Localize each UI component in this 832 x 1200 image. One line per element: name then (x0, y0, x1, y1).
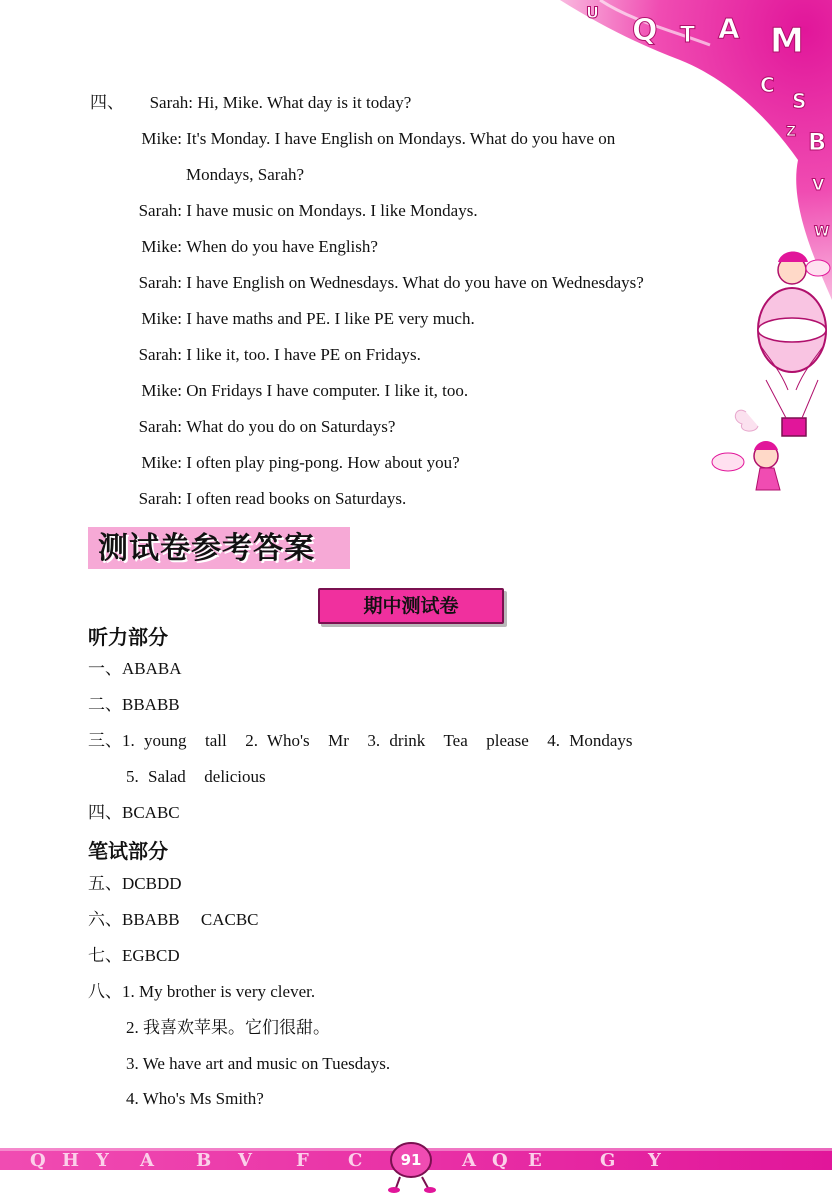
speaker-name: Sarah: (138, 345, 182, 364)
speaker-name: Sarah: (149, 93, 193, 112)
dialogue-text: On Fridays I have computer. I like it, too. (186, 381, 469, 400)
dialogue-line (126, 272, 644, 294)
dialogue-line (128, 308, 475, 330)
footer-letter: H (62, 1150, 80, 1171)
exam-title-badge: 期中测试卷 (318, 588, 504, 624)
question-number: 四、 (88, 803, 122, 822)
question-number: 二、 (88, 695, 122, 714)
corner-letter: S (792, 89, 807, 113)
question-number: 八、 (88, 982, 122, 1001)
dialogue-text: I have maths and PE. I like PE very much. (186, 309, 475, 328)
page-number: 91 (400, 1151, 422, 1169)
dialogue-line (126, 416, 395, 438)
corner-letter: B (808, 128, 827, 156)
footer-letter: Y (648, 1150, 661, 1171)
dialogue-text: I have English on Wednesdays. What do you have on Wednesdays? (186, 273, 644, 292)
footer-letter: E (528, 1150, 542, 1171)
corner-letter: W (814, 224, 830, 240)
answer-text: 2. 我喜欢苹果。它们很甜。 (126, 1018, 330, 1037)
balloon-illustration (735, 252, 830, 437)
speaker-name: Mike: (141, 309, 182, 328)
dialogue-text: I often read books on Saturdays. (186, 489, 407, 508)
answer-text: 3. We have art and music on Tuesdays. (126, 1054, 391, 1073)
speaker-name: Sarah: (138, 489, 182, 508)
footer-letter: Y (96, 1150, 109, 1171)
footer-letter: B (196, 1150, 212, 1171)
corner-letter: U (586, 3, 599, 22)
speaker-name: Mike: (141, 237, 182, 256)
dialogue-line (128, 380, 468, 402)
footer-letter: C (348, 1150, 363, 1171)
corner-letter: M (770, 21, 804, 61)
dialogue-line (186, 164, 304, 186)
answer-text: 1. young tall 2. Who's Mr 3. drink Tea please 4. Mondays (122, 731, 633, 750)
question-number: 一、 (88, 659, 122, 678)
answer-text: DCBDD (122, 874, 182, 893)
dialogue-text: I like it, too. I have PE on Fridays. (186, 345, 421, 364)
answer-line (88, 730, 633, 752)
dialogue-line (90, 92, 411, 114)
corner-letter: A (718, 12, 740, 45)
dialogue-text: When do you have English? (186, 237, 378, 256)
answer-line (88, 909, 259, 931)
corner-letter: V (812, 175, 825, 194)
answer-text: BCABC (122, 803, 180, 822)
answer-text: EGBCD (122, 946, 180, 965)
footer-letter: Q (30, 1150, 46, 1171)
footer-letter: A (462, 1150, 476, 1171)
dialogue-line (128, 236, 378, 258)
answer-text: ABABA (122, 659, 182, 678)
dialogue-line (128, 452, 460, 474)
footer-letter: F (296, 1150, 309, 1171)
answer-line (126, 1017, 330, 1039)
answer-text: 1. My brother is very clever. (122, 982, 316, 1001)
corner-letter: Z (786, 124, 797, 140)
answer-line (126, 766, 266, 788)
dialogue-text: Hi, Mike. What day is it today? (197, 93, 412, 112)
dialogue-text: I have music on Mondays. I like Mondays. (186, 201, 478, 220)
listening-heading: 听力部分 (88, 625, 168, 649)
dialogue-text: It's Monday. I have English on Mondays. What do you have on (186, 129, 616, 148)
speaker-name: Sarah: (138, 201, 182, 220)
question-number: 四、 (90, 93, 124, 112)
corner-letter: Q (632, 13, 658, 48)
fairy-illustration (712, 441, 780, 490)
answer-text: BBABB CACBC (122, 910, 259, 929)
speaker-name: Sarah: (138, 273, 182, 292)
question-number: 三、 (88, 731, 122, 750)
dialogue-text: Mondays, Sarah? (186, 165, 305, 184)
question-number: 七、 (88, 946, 122, 965)
section-title: 测试卷参考答案 (98, 531, 315, 566)
writing-heading: 笔试部分 (88, 839, 168, 863)
footer-letter: Q (492, 1150, 508, 1171)
answer-line (88, 694, 180, 716)
dialogue-text: What do you do on Saturdays? (186, 417, 396, 436)
speaker-name: Mike: (141, 129, 182, 148)
speaker-name: Sarah: (138, 417, 182, 436)
question-number: 五、 (88, 874, 122, 893)
answer-line (88, 981, 315, 1003)
speaker-name: Mike: (141, 381, 182, 400)
dialogue-line (126, 344, 421, 366)
dialogue-text: I often play ping-pong. How about you? (186, 453, 460, 472)
footer-letter: A (140, 1150, 154, 1171)
speaker-name: Mike: (141, 453, 182, 472)
corner-decoration (560, 0, 832, 520)
dialogue-line (128, 128, 615, 150)
footer-letter: G (600, 1150, 616, 1171)
answer-text: BBABB (122, 695, 180, 714)
dialogue-line (126, 200, 478, 222)
answer-line (126, 1053, 390, 1075)
corner-letter: C (760, 73, 775, 97)
answer-text: 5. Salad delicious (126, 767, 266, 786)
footer-letter: V (238, 1150, 252, 1171)
answer-line (88, 658, 182, 680)
answer-line (88, 802, 180, 824)
answer-line (88, 945, 180, 967)
corner-letter: T (680, 23, 696, 48)
answer-line (126, 1088, 264, 1110)
answer-text: 4. Who's Ms Smith? (126, 1089, 264, 1108)
answer-line (88, 873, 182, 895)
question-number: 六、 (88, 910, 122, 929)
dialogue-line (126, 488, 406, 510)
